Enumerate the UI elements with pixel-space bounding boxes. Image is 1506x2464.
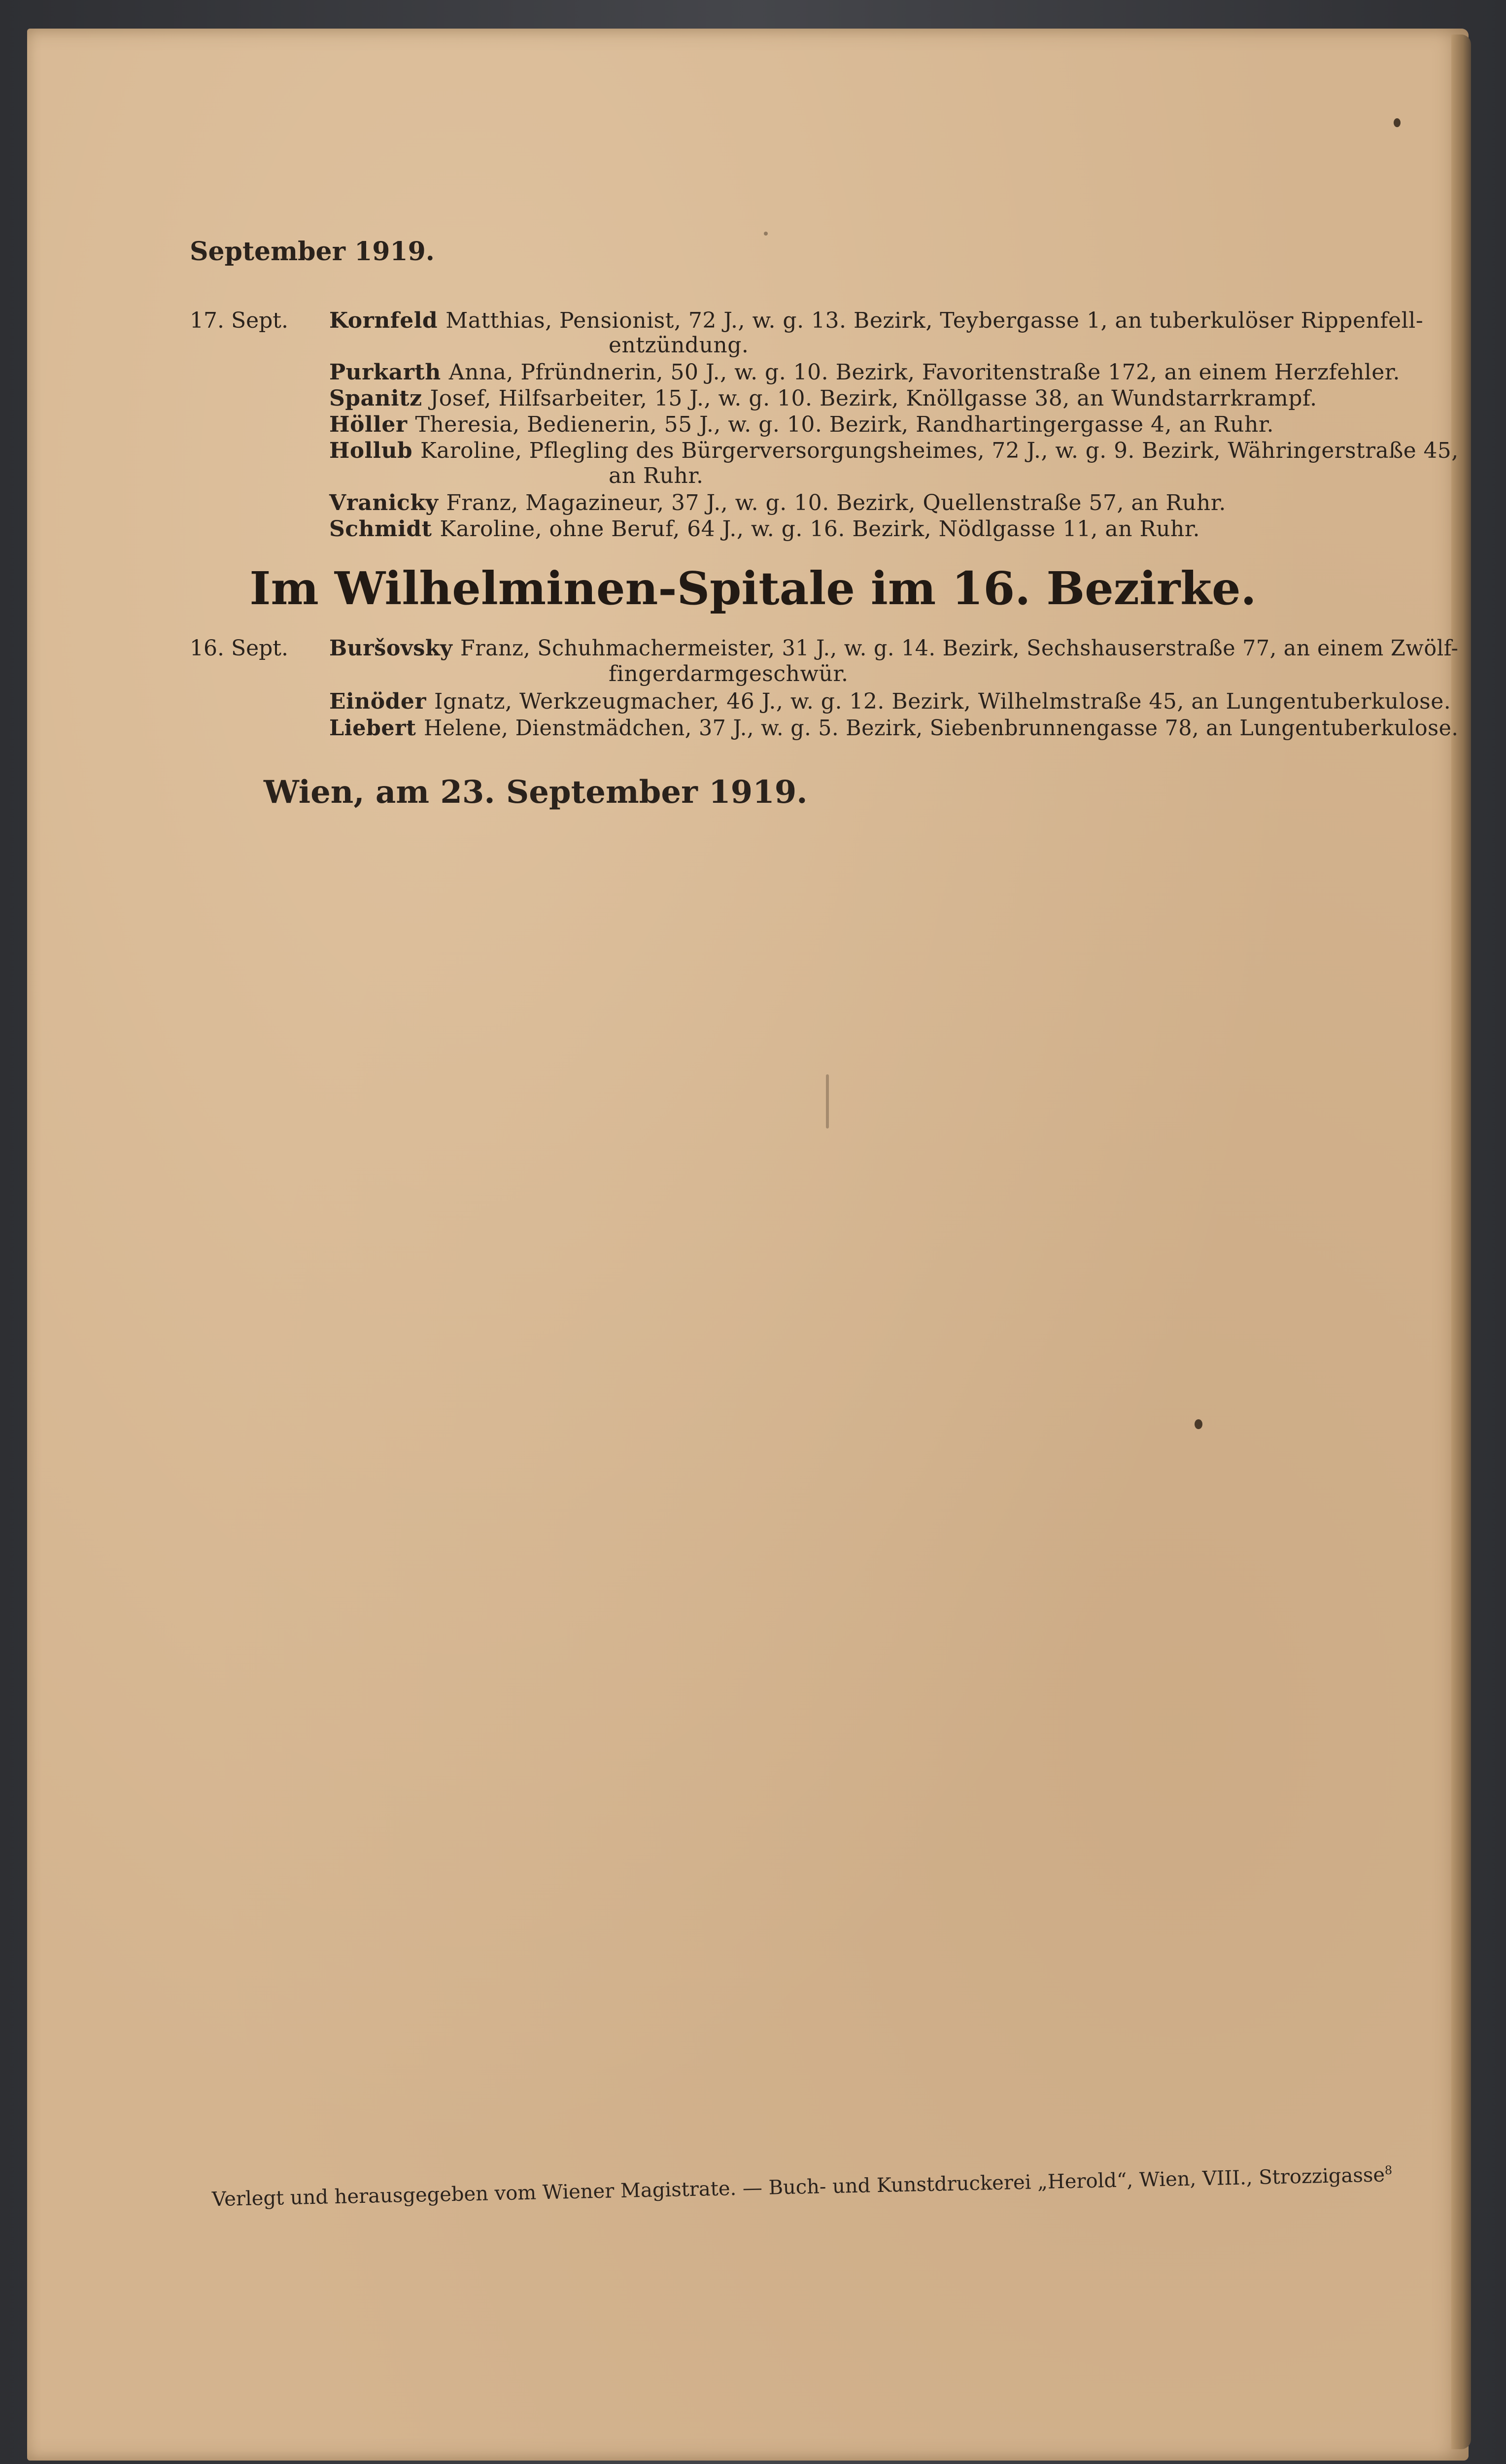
hospital-heading: Im Wilhelminen-Spitale im 16. Bezirke. xyxy=(249,562,1257,615)
death-entry-continuation xyxy=(609,463,704,488)
entry-text: fingerdarmgeschwür. xyxy=(609,661,849,686)
death-entry xyxy=(329,412,1274,437)
entry-text: Franz, Schuhmachermeister, 31 J., w. g. 14. Bezirk, Sechshauserstraße 77, an einem Zwölf- xyxy=(460,636,1459,661)
paper-speck xyxy=(1195,1419,1202,1429)
paper-speck xyxy=(764,232,768,236)
death-entry xyxy=(329,386,1317,411)
entry-text: Theresia, Bedienerin, 55 J., w. g. 10. Bezirk, Randhartingergasse 4, an Ruhr. xyxy=(415,412,1274,437)
entry-text: an Ruhr. xyxy=(609,463,704,488)
entry-text: Helene, Dienstmädchen, 37 J., w. g. 5. Bezirk, Siebenbrunnengasse 78, an Lungentuberkulose. xyxy=(423,716,1459,741)
entry-name: Höller xyxy=(329,412,408,437)
entry-name: Spanitz xyxy=(329,386,422,411)
death-entry-continuation xyxy=(609,333,749,358)
entry-name: Vranicky xyxy=(329,490,439,515)
page-edge xyxy=(1451,34,1471,2449)
death-entry xyxy=(329,716,1459,741)
entry-name: Kornfeld xyxy=(329,308,438,333)
month-heading: September 1919. xyxy=(190,237,435,267)
entry-name: Buršovsky xyxy=(329,636,453,661)
footer-superscript: 8 xyxy=(1384,2163,1393,2178)
entry-name: Einöder xyxy=(329,689,427,714)
entry-name: Liebert xyxy=(329,716,416,741)
entry-text: Matthias, Pensionist, 72 J., w. g. 13. Bezirk, Teybergasse 1, an tuberkulöser Rippenfell- xyxy=(445,308,1424,333)
death-entry xyxy=(329,689,1451,714)
footer-text: Verlegt und herausgegeben vom Wiener Magistrate. — Buch- und Kunstdruckerei „Herold“, Wien, VIII., Strozzigasse xyxy=(211,2163,1385,2211)
death-entry xyxy=(329,490,1226,515)
death-entry xyxy=(329,516,1200,542)
death-entry xyxy=(329,360,1400,385)
entry-text: Ignatz, Werkzeugmacher, 46 J., w. g. 12. Bezirk, Wilhelmstraße 45, an Lungentuberkulose. xyxy=(434,689,1451,714)
entry-text: Josef, Hilfsarbeiter, 15 J., w. g. 10. Bezirk, Knöllgasse 38, an Wundstarrkrampf. xyxy=(430,386,1317,411)
entry-text: entzündung. xyxy=(609,333,749,358)
death-entry-continuation xyxy=(609,661,849,686)
entry-text: Franz, Magazineur, 37 J., w. g. 10. Bezirk, Quellenstraße 57, an Ruhr. xyxy=(446,490,1226,515)
entry-name: Hollub xyxy=(329,438,413,463)
entry-text: Anna, Pfründnerin, 50 J., w. g. 10. Bezirk, Favoritenstraße 172, an einem Herzfehler. xyxy=(448,360,1400,385)
closing-line: Wien, am 23. September 1919. xyxy=(264,774,808,811)
paper-speck xyxy=(1394,118,1401,127)
entry-text: Karoline, Pflegling des Bürgerversorgungsheimes, 72 J., w. g. 9. Bezirk, Währingerstraße 45, xyxy=(420,438,1459,463)
entry-date: 16. Sept. xyxy=(190,636,288,661)
paper-speck xyxy=(826,1074,829,1129)
death-entry xyxy=(329,636,1459,661)
death-entry xyxy=(329,438,1459,463)
entry-text: Karoline, ohne Beruf, 64 J., w. g. 16. Bezirk, Nödlgasse 11, an Ruhr. xyxy=(440,516,1200,542)
entry-name: Schmidt xyxy=(329,516,432,542)
death-entry xyxy=(329,308,1423,333)
entry-date: 17. Sept. xyxy=(190,308,288,333)
entry-name: Purkarth xyxy=(329,360,441,385)
